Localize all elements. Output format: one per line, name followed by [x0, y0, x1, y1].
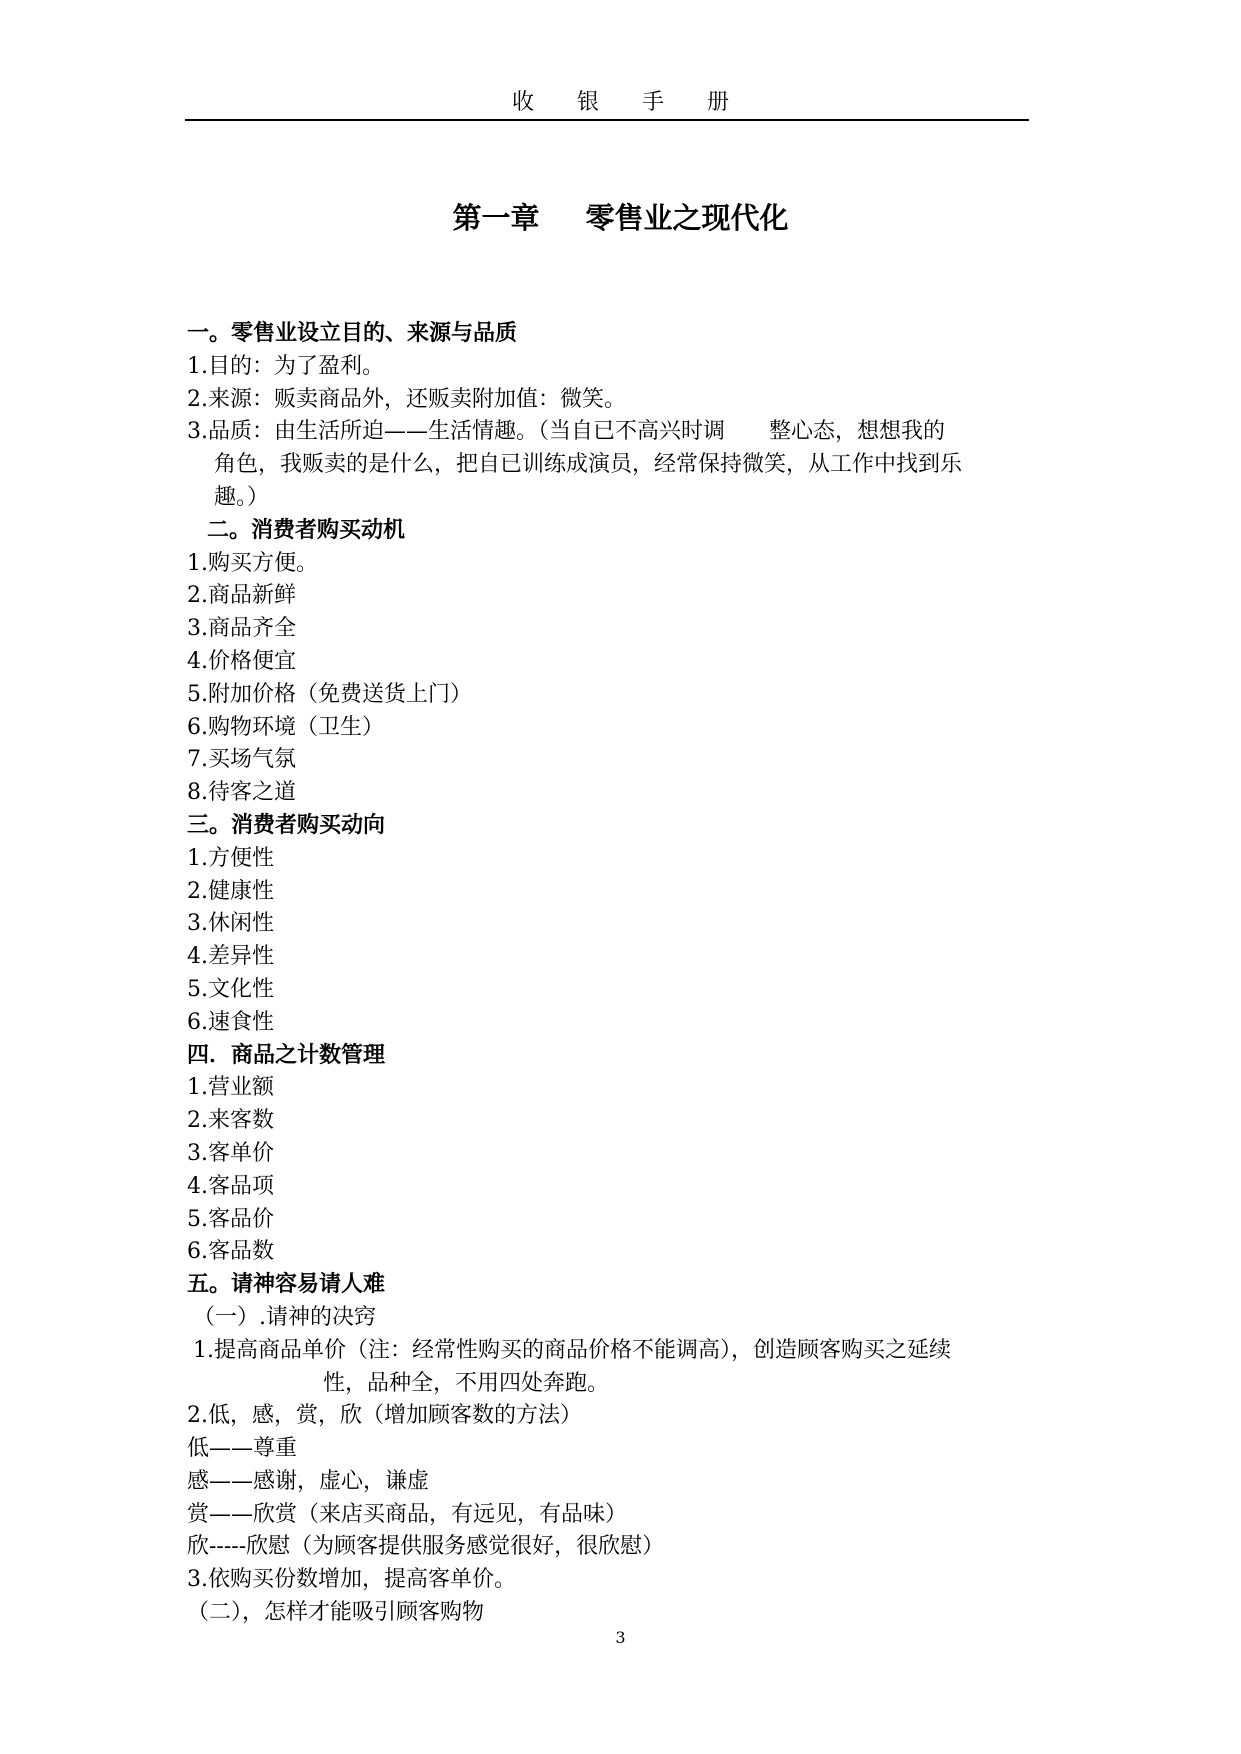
list-item-continuation: 性，品种全，不用四处奔跑。	[323, 1370, 610, 1396]
chapter-name: 零售业之现代化	[585, 201, 789, 235]
list-item: 3.品质：由生活所迫——生活情趣。（当自已不高兴时调 整心态，想想我的	[187, 419, 945, 445]
list-item: 3.客单价	[187, 1140, 274, 1166]
list-item: 5.客品价	[187, 1206, 274, 1232]
subsection-heading-2: （二），怎样才能吸引顾客购物	[187, 1600, 485, 1626]
list-item: 2.商品新鲜	[187, 583, 296, 609]
definition-line: 欣-----欣慰（为顾客提供服务感觉很好，很欣慰）	[187, 1534, 665, 1560]
definition-line: 感——感谢，虚心，谦虚	[187, 1468, 430, 1494]
page-number: 3	[615, 1628, 626, 1647]
list-item: 7.买场气氛	[187, 747, 296, 773]
list-item: 1.购买方便。	[187, 550, 318, 576]
list-item: 3.依购买份数增加，提高客单价。	[187, 1567, 516, 1593]
subsection-heading-1: （一）.请神的决窍	[193, 1304, 376, 1330]
section-heading-4: 四．商品之计数管理	[187, 1042, 386, 1068]
list-item: 4.客品项	[187, 1173, 274, 1199]
list-item-continuation: 角色，我贩卖的是什么，把自已训练成演员，经常保持微笑，从工作中找到乐	[214, 452, 963, 478]
list-item: 6.购物环境（卫生）	[187, 714, 384, 740]
running-header: 收 银 手 册	[512, 90, 747, 115]
list-item: 4.差异性	[187, 944, 274, 970]
list-item: 1.提高商品单价（注：经常性购买的商品价格不能调高），创造顾客购买之延续	[193, 1337, 951, 1363]
chapter-title	[0, 198, 1241, 238]
definition-line: 低——尊重	[187, 1436, 298, 1462]
list-item: 6.速食性	[187, 1009, 274, 1035]
section-heading-2: 二。消费者购买动机	[207, 517, 406, 543]
list-item: 1.目的：为了盈利。	[187, 353, 384, 379]
definition-line: 赏——欣赏（来店买商品，有远见，有品味）	[187, 1501, 628, 1527]
document-body	[187, 318, 1057, 1630]
list-item: 4.价格便宜	[187, 648, 296, 674]
list-item: 2.来客数	[187, 1108, 274, 1134]
list-item: 5.附加价格（免费送货上门）	[187, 681, 472, 707]
list-item: 2.来源：贩卖商品外，还贩卖附加值：微笑。	[187, 386, 626, 412]
chapter-number: 第一章	[452, 201, 540, 235]
list-item: 1.营业额	[187, 1075, 274, 1101]
list-item: 5.文化性	[187, 976, 274, 1002]
list-item: 2.低，感，赏，欣（增加顾客数的方法）	[187, 1403, 582, 1429]
section-heading-5: 五。请神容易请人难	[187, 1272, 386, 1298]
list-item: 2.健康性	[187, 878, 274, 904]
list-item: 1.方便性	[187, 845, 274, 871]
list-item: 6.客品数	[187, 1239, 274, 1265]
list-item: 3.休闲性	[187, 911, 274, 937]
section-heading-1: 一。零售业设立目的、来源与品质	[187, 321, 518, 346]
list-item: 3.商品齐全	[187, 616, 296, 642]
header-rule	[185, 119, 1029, 121]
list-item-continuation: 趣。）	[214, 484, 270, 510]
list-item: 8.待客之道	[187, 780, 296, 806]
section-heading-3: 三。消费者购买动向	[187, 812, 386, 838]
